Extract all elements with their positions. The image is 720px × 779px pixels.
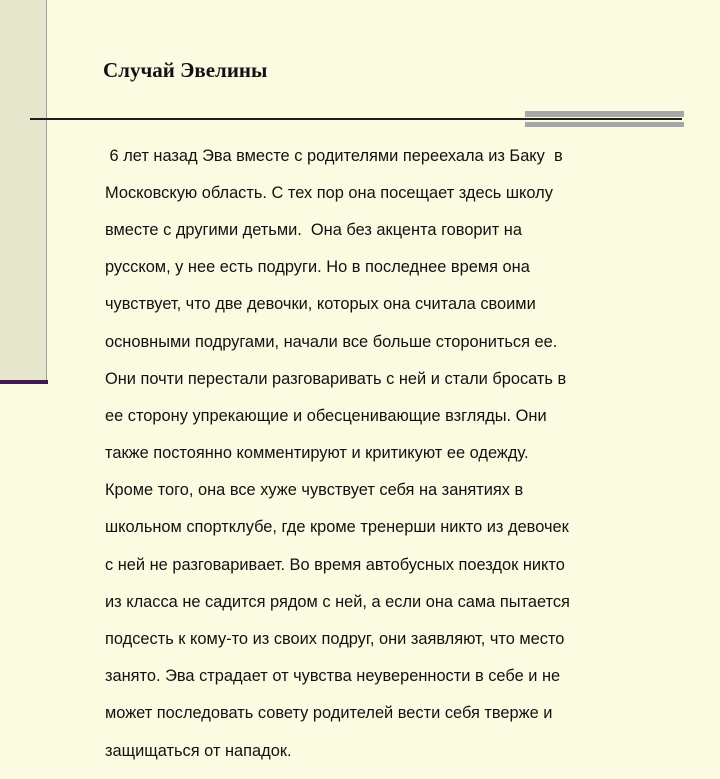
body-line: вместе с другими детьми. Она без акцента говорит на: [105, 220, 522, 239]
body-line: Они почти перестали разговаривать с ней и стали бросать в: [105, 369, 567, 388]
case-description: [105, 128, 685, 779]
body-line: с ней не разговаривает. Во время автобусных поездок никто: [105, 555, 565, 574]
body-line: также постоянно комментируют и критикуют ее одежду.: [105, 444, 529, 463]
body-line: подсесть к кому-то из своих подруг, они заявляют, что место: [105, 630, 565, 649]
title-divider: [30, 118, 682, 120]
side-panel-accent-bar: [0, 380, 48, 384]
body-line: чувствует, что две девочки, которых она считала своими: [105, 295, 536, 314]
body-line: основными подругами, начали все больше сторониться ее.: [105, 332, 558, 351]
body-line: занято. Эва страдает от чувства неуверенности в себе и не: [105, 667, 561, 686]
body-line: может последовать совету родителей вести себя тверже и: [105, 704, 553, 723]
body-line: 6 лет назад Эва вместе с родителями переехала из Баку в: [105, 146, 563, 165]
title-rule-accent: [525, 111, 684, 117]
body-line: из класса не садится рядом с ней, а если она сама пытается: [105, 592, 570, 611]
body-line: защищаться от нападок.: [105, 741, 292, 760]
body-line: русском, у нее есть подруги. Но в последнее время она: [105, 258, 530, 277]
body-line: ее сторону упрекающие и обесценивающие взгляды. Они: [105, 406, 547, 425]
body-line: школьном спортклубе, где кроме тренерши никто из девочек: [105, 518, 569, 537]
body-line: Кроме того, она все хуже чувствует себя на занятиях в: [105, 481, 524, 500]
body-line: Московскую область. С тех пор она посещает здесь школу: [105, 183, 553, 202]
slide-title: Случай Эвелины: [103, 58, 268, 82]
title-rule-accent-lower: [525, 122, 684, 127]
side-panel: [0, 0, 47, 383]
